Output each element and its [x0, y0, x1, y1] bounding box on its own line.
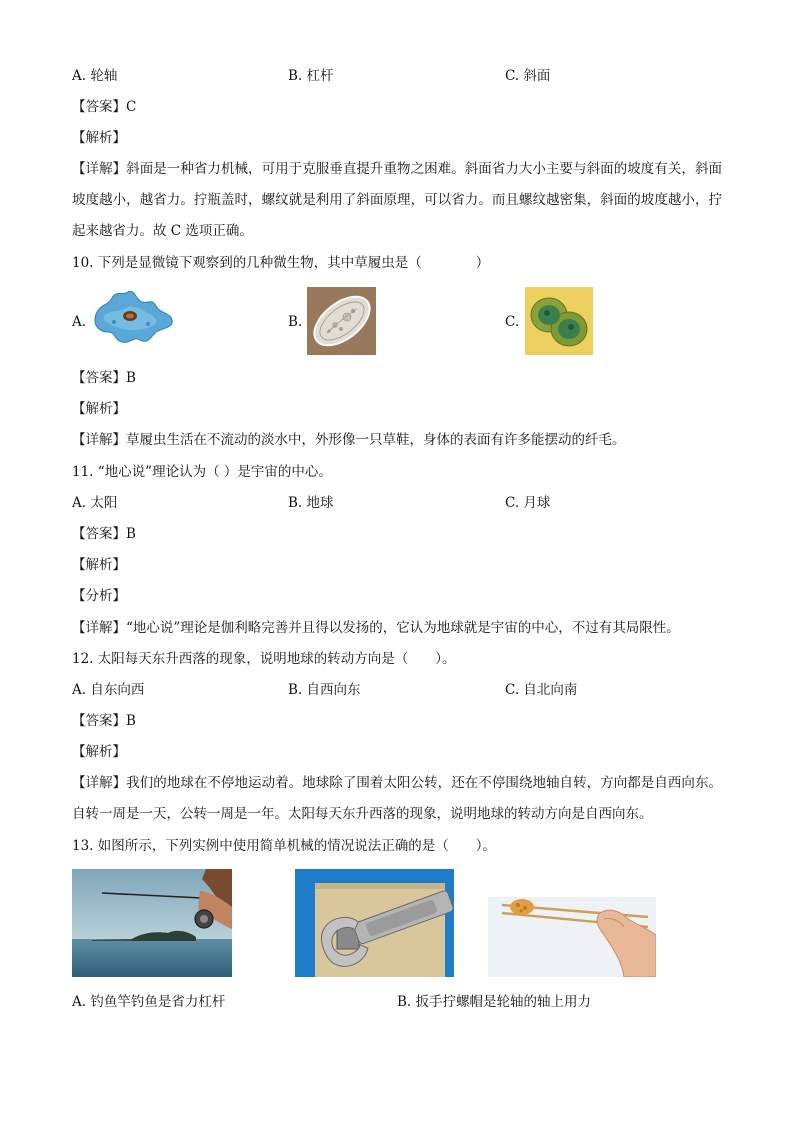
amoeba-image	[90, 286, 176, 348]
answer-value: B	[126, 713, 136, 729]
answer-tag: 【答案】	[72, 526, 126, 542]
detail-text: 草履虫生活在不流动的淡水中，外形像一只草鞋，身体的表面有许多能摆动的纤毛。	[126, 432, 626, 448]
q11-analysis2-tag: 【分析】	[72, 588, 126, 604]
q9-detail	[72, 154, 722, 247]
q12-option-b: B. 自西向东	[288, 682, 361, 698]
q13-option-b: B. 扳手拧螺帽是轮轴的轴上用力	[397, 994, 592, 1010]
detail-tag: 【详解】	[72, 620, 126, 636]
algae-image	[525, 287, 593, 355]
q9-analysis-tag: 【解析】	[72, 130, 126, 146]
q13-stem: 13. 如图所示，下列实例中使用简单机械的情况说法正确的是（ ）。	[72, 838, 497, 854]
answer-value: B	[126, 370, 136, 386]
q10-option-a-label: A.	[72, 314, 87, 330]
answer-value: B	[126, 526, 136, 542]
q11-answer	[72, 524, 136, 544]
q11-detail	[72, 618, 680, 638]
q9-option-c: C. 斜面	[505, 68, 551, 84]
q10-analysis-tag: 【解析】	[72, 401, 126, 417]
q12-stem: 12. 太阳每天东升西落的现象，说明地球的转动方向是（ ）。	[72, 651, 456, 667]
q11-stem: 11. “地心说”理论认为（ ）是宇宙的中心。	[72, 464, 332, 480]
q11-option-c: C. 月球	[505, 495, 551, 511]
paramecium-image	[307, 287, 376, 355]
answer-tag: 【答案】	[72, 713, 126, 729]
answer-tag: 【答案】	[72, 370, 126, 386]
q11-option-a: A. 太阳	[72, 495, 118, 511]
q10-detail	[72, 430, 626, 450]
q9-option-b: B. 杠杆	[288, 68, 334, 84]
answer-value: C	[126, 99, 137, 115]
detail-text: 斜面是一种省力机械，可用于克服垂直提升重物之困难。斜面省力大小主要与斜面的坡度有关，斜面坡度越小，越省力。拧瓶盖时，螺纹就是利用了斜面原理，可以省力。而且螺纹越密集，斜面的坡度越小，拧起来越省力。故 C 选项正确。	[72, 161, 723, 239]
q11-analysis-tag: 【解析】	[72, 557, 126, 573]
q12-option-c: C. 自北向南	[505, 682, 578, 698]
q9-option-a: A. 轮轴	[72, 68, 118, 84]
fishing-rod-image	[72, 869, 232, 977]
q12-analysis-tag: 【解析】	[72, 744, 126, 760]
detail-tag: 【详解】	[72, 161, 127, 177]
q10-answer	[72, 368, 136, 388]
q9-answer	[72, 97, 136, 117]
detail-text: 我们的地球在不停地运动着。地球除了围着太阳公转，还在不停围绕地轴自转，方向都是自西向东。自转一周是一天，公转一周是一年。太阳每天东升西落的现象，说明地球的转动方向是自西向东。	[72, 775, 723, 822]
q10-stem: 10. 下列是显微镜下观察到的几种微生物，其中草履虫是（ ）	[72, 255, 490, 271]
q12-answer	[72, 711, 136, 731]
detail-tag: 【详解】	[72, 432, 126, 448]
chopsticks-image	[488, 869, 656, 977]
detail-tag: 【详解】	[72, 775, 127, 791]
q12-detail	[72, 768, 722, 830]
q13-option-a: A. 钓鱼竿钓鱼是省力杠杆	[72, 994, 226, 1010]
wrench-image	[295, 869, 454, 977]
q12-option-a: A. 自东向西	[72, 682, 145, 698]
q10-option-b-label: B.	[288, 314, 303, 330]
q10-option-c-label: C.	[505, 314, 520, 330]
answer-tag: 【答案】	[72, 99, 126, 115]
q11-option-b: B. 地球	[288, 495, 334, 511]
detail-text: “地心说”理论是伽利略完善并且得以发扬的，它认为地球就是宇宙的中心，不过有其局限性。	[126, 620, 680, 636]
